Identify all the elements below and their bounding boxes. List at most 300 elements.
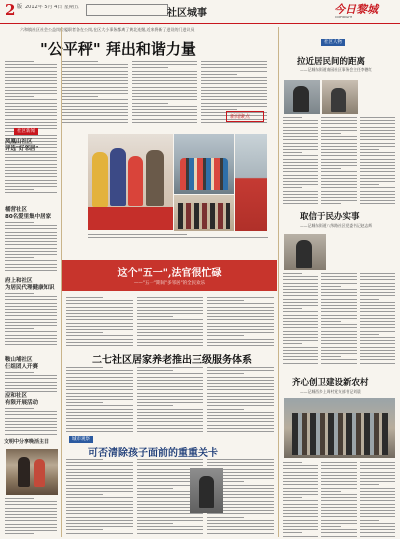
text-line [5, 173, 57, 174]
text-line [132, 112, 198, 113]
text-line [283, 117, 302, 118]
text-line [66, 345, 133, 346]
text-line [321, 123, 356, 124]
text-line [201, 99, 267, 100]
text-line [360, 529, 395, 530]
text-line [5, 424, 57, 425]
text-line [137, 462, 204, 463]
text-line [137, 459, 204, 460]
text-line [62, 96, 98, 97]
text-line [62, 99, 128, 100]
text-line [321, 315, 356, 316]
text-line [360, 523, 395, 524]
banner [62, 260, 277, 291]
text-line [283, 130, 318, 131]
text-line [321, 133, 340, 134]
text-line [360, 318, 395, 319]
text-line [5, 508, 57, 509]
text-line [207, 323, 274, 324]
left-item-3-subtitle: 为居民代理健康知识 [5, 285, 55, 291]
text-line [283, 127, 318, 128]
text-line [283, 478, 318, 479]
left-bottom-photo-figure-2 [34, 459, 45, 487]
text-line [321, 481, 356, 482]
text-line [360, 181, 395, 182]
text-line [283, 194, 318, 195]
right-photo-4-figures [292, 413, 388, 455]
text-line [5, 119, 57, 120]
text-line [5, 180, 57, 181]
text-line [66, 342, 133, 343]
text-line [283, 481, 318, 482]
text-line [283, 155, 318, 156]
text-line [321, 127, 356, 128]
text-line [207, 339, 274, 340]
text-line [137, 425, 204, 426]
text-line [201, 74, 237, 75]
text-line [5, 80, 57, 81]
text-line [5, 183, 57, 184]
text-line [132, 71, 198, 72]
banner-article-text [66, 297, 274, 349]
text-line [5, 306, 57, 307]
text-line [66, 389, 133, 390]
text-line [283, 305, 318, 306]
main-photo-person-1 [92, 152, 108, 207]
text-line [207, 393, 274, 394]
text-line [137, 513, 204, 514]
text-line [5, 225, 57, 226]
text-line [62, 67, 128, 68]
right-section-tag: 社区人物 [321, 39, 345, 46]
text-line [321, 168, 340, 169]
text-line [283, 295, 318, 296]
text-line [360, 305, 395, 306]
left-item-1-title: 凤凰山社区 [5, 139, 33, 145]
text-line [283, 497, 302, 498]
left-bottom-photo [6, 449, 58, 495]
text-line [137, 370, 174, 371]
text-line [137, 428, 204, 429]
lead-intro: 六和镇社区社会公益岗位履职者各在公岗,在区大小事务都离了黄北连继,近来将新了进设的门进议员 [20, 27, 195, 32]
text-line [137, 526, 204, 527]
left-item-2-subtitle: 80名爱里集中居家 [5, 214, 52, 220]
text-line [321, 510, 356, 511]
text-line [360, 484, 379, 485]
text-line [207, 428, 274, 429]
text-line [137, 412, 204, 413]
text-line [5, 257, 34, 258]
left-bottom-photo-figure [18, 457, 30, 487]
text-line [66, 402, 103, 403]
text-line [321, 152, 356, 153]
text-line [66, 485, 133, 486]
bottom-photo-figure [199, 476, 214, 508]
main-photo-person-2 [110, 148, 126, 206]
text-line [360, 175, 395, 176]
text-line [66, 393, 133, 394]
text-line [360, 283, 395, 284]
text-line [5, 228, 57, 229]
text-line [66, 386, 133, 387]
left-item-1-text [5, 154, 57, 196]
text-line [137, 342, 204, 343]
text-line [137, 431, 204, 432]
text-line [5, 315, 57, 316]
text-line [207, 425, 274, 426]
text-line [321, 184, 356, 185]
text-line [360, 292, 395, 293]
text-line [360, 191, 395, 192]
text-line [283, 532, 302, 533]
text-line [321, 117, 356, 118]
text-line [62, 122, 128, 123]
text-line [66, 373, 133, 374]
text-line [137, 367, 204, 368]
text-line [360, 299, 379, 300]
text-line [5, 109, 57, 110]
text-line [62, 77, 128, 78]
text-line [66, 526, 133, 527]
text-line [207, 399, 274, 400]
text-line [283, 513, 318, 514]
text-line [207, 529, 274, 530]
text-line [360, 120, 395, 121]
text-line [207, 459, 274, 460]
text-line [137, 332, 204, 333]
section-title: 社区城事 [167, 8, 207, 19]
text-line [360, 494, 395, 495]
text-line [5, 418, 57, 419]
text-line [5, 160, 57, 161]
left-item-6-title: 文明中分享晚活主日 [4, 439, 50, 445]
text-line [5, 319, 57, 320]
text-line [62, 71, 128, 72]
text-line [5, 533, 34, 534]
text-line [137, 307, 204, 308]
text-line [5, 67, 57, 68]
text-line [5, 251, 57, 252]
text-line [62, 106, 128, 107]
text-line [66, 323, 133, 324]
text-line [137, 310, 204, 311]
text-line [5, 83, 57, 84]
text-line [5, 232, 57, 233]
text-line [137, 335, 204, 336]
right-item-1-title: 拉近居民间的距离 [297, 57, 366, 67]
text-line [201, 80, 267, 81]
text-line [321, 289, 356, 290]
text-line [66, 504, 133, 505]
text-line [360, 308, 395, 309]
right-item-3-subtitle: ——记城西乡上周村党支部书记刘晨 [300, 389, 361, 394]
left-item-4-text [5, 372, 57, 394]
text-line [360, 478, 395, 479]
text-line [66, 380, 133, 381]
text-line [137, 313, 204, 314]
text-line [321, 159, 356, 160]
text-line [283, 507, 318, 508]
text-line [283, 168, 318, 169]
text-line [66, 329, 133, 330]
text-line [5, 498, 34, 499]
text-line [5, 112, 57, 113]
text-line [321, 484, 356, 485]
text-line [66, 326, 133, 327]
text-line [132, 83, 198, 84]
text-line [283, 191, 318, 192]
text-line [360, 331, 395, 332]
text-line [5, 312, 57, 313]
text-line [5, 244, 57, 245]
text-line [321, 340, 356, 341]
text-line [360, 197, 395, 198]
text-line [283, 311, 318, 312]
text-line [132, 90, 198, 91]
text-line [283, 203, 318, 204]
text-line [321, 308, 356, 309]
text-line [5, 325, 57, 326]
logo: 今日黎城 [334, 3, 378, 16]
text-line [5, 90, 57, 91]
text-line [137, 415, 204, 416]
text-line [283, 468, 318, 469]
text-line [5, 328, 34, 329]
text-line [137, 517, 204, 518]
text-line [283, 331, 318, 332]
text-line [321, 350, 356, 351]
text-line [207, 307, 274, 308]
text-line [132, 61, 198, 62]
text-line [5, 388, 57, 389]
text-line [137, 421, 204, 422]
text-line [283, 276, 318, 277]
text-line [360, 321, 395, 322]
text-line [137, 520, 204, 521]
text-line [321, 143, 356, 144]
text-line [137, 303, 204, 304]
text-line [283, 171, 318, 172]
text-line [321, 165, 356, 166]
text-line [283, 187, 302, 188]
text-line [321, 526, 340, 527]
banner-headline: 这个"五一",法官很忙碌 [117, 268, 222, 279]
text-line [62, 83, 128, 84]
text-line [66, 465, 133, 466]
text-line [137, 402, 204, 403]
text-line [360, 468, 395, 469]
text-line [360, 178, 395, 179]
text-line [132, 77, 198, 78]
text-line [62, 93, 128, 94]
text-line [283, 302, 318, 303]
text-line [283, 120, 318, 121]
text-line [5, 408, 34, 409]
text-line [283, 299, 318, 300]
text-line [5, 115, 57, 116]
text-line [62, 90, 128, 91]
text-line [66, 399, 133, 400]
text-line [360, 350, 395, 351]
text-line [66, 462, 133, 463]
text-line [360, 171, 395, 172]
text-line [137, 297, 204, 298]
text-line [207, 409, 244, 410]
text-line [360, 526, 395, 527]
text-line [321, 302, 356, 303]
text-line [321, 520, 356, 521]
text-line [66, 494, 103, 495]
text-line [5, 331, 57, 332]
text-line [66, 367, 103, 368]
text-line [321, 120, 356, 121]
text-line [360, 513, 395, 514]
second-headline: 二七社区居家养老推出三级服务体系 [92, 355, 252, 366]
text-line [360, 497, 395, 498]
text-line [207, 342, 274, 343]
text-line [283, 337, 318, 338]
text-line [137, 380, 204, 381]
text-line [207, 517, 244, 518]
main-photo-banner [88, 207, 173, 230]
text-line [5, 520, 57, 521]
text-line [283, 536, 318, 537]
text-line [207, 431, 274, 432]
text-line [360, 127, 395, 128]
text-line [66, 472, 133, 473]
right-item-3-text [283, 462, 395, 537]
text-line [360, 500, 395, 501]
text-line [66, 517, 133, 518]
text-line [321, 532, 356, 533]
text-line [66, 377, 133, 378]
text-line [5, 154, 34, 155]
right-item-2-text [283, 273, 395, 365]
date-line: 2012年 5月 4日 星期五 [25, 5, 79, 10]
right-item-2-subtitle: ——记城东街道八纬路社区党委书记赵志辉 [300, 223, 373, 228]
text-line [5, 103, 57, 104]
text-line [207, 316, 274, 317]
text-line [283, 152, 302, 153]
text-line [360, 472, 395, 473]
text-line [321, 181, 356, 182]
text-line [5, 122, 57, 123]
text-line [66, 405, 133, 406]
text-line [5, 309, 57, 310]
text-line [207, 332, 274, 333]
text-line [66, 418, 133, 419]
text-line [5, 511, 57, 512]
text-line [66, 523, 133, 524]
text-line [137, 339, 204, 340]
text-line [283, 143, 318, 144]
text-line [66, 425, 133, 426]
text-line [66, 339, 133, 340]
text-line [66, 491, 133, 492]
left-item-5-title: 应和社区 [5, 393, 28, 399]
text-line [283, 184, 318, 185]
text-line [321, 146, 356, 147]
text-line [321, 321, 340, 322]
text-line [137, 329, 204, 330]
left-item-3-text [5, 293, 57, 348]
text-line [66, 415, 133, 416]
text-line [283, 279, 318, 280]
text-line [207, 326, 274, 327]
text-line [5, 87, 57, 88]
text-line [360, 155, 395, 156]
left-item-6-text [5, 498, 57, 536]
text-line [5, 527, 57, 528]
text-line [360, 481, 395, 482]
text-line [66, 497, 133, 498]
text-line [5, 524, 57, 525]
text-line [132, 122, 198, 123]
text-line [321, 334, 356, 335]
text-line [321, 273, 356, 274]
text-line [207, 412, 274, 413]
left-item-2-text [5, 222, 57, 272]
text-line [62, 103, 128, 104]
text-line [5, 296, 57, 297]
text-line [132, 103, 168, 104]
text-line [360, 465, 395, 466]
text-line [66, 475, 133, 476]
text-line [207, 383, 274, 384]
text-line [321, 523, 356, 524]
text-line [66, 383, 133, 384]
text-line [207, 533, 274, 534]
text-line [5, 93, 57, 94]
text-line [5, 341, 57, 342]
text-line [66, 307, 133, 308]
bottom-section-tag: 城市观察 [69, 436, 93, 443]
text-line [283, 273, 302, 274]
text-line [321, 324, 356, 325]
logo-sub: COPYRIGHT [335, 15, 353, 19]
text-line [321, 468, 356, 469]
text-line [5, 378, 57, 379]
text-line [66, 469, 133, 470]
text-line [207, 415, 274, 416]
right-photo-1-figure [293, 86, 309, 112]
text-line [5, 391, 57, 392]
text-line [5, 414, 57, 415]
text-line [137, 345, 204, 346]
text-line [62, 112, 128, 113]
text-line [207, 418, 274, 419]
text-line [66, 335, 133, 336]
text-line [5, 64, 57, 65]
text-line [66, 332, 103, 333]
text-line [321, 472, 356, 473]
text-line [321, 171, 356, 172]
text-line [207, 313, 274, 314]
text-line [283, 462, 302, 463]
text-line [5, 77, 57, 78]
text-line [137, 533, 204, 534]
text-line [360, 324, 395, 325]
text-line [360, 356, 395, 357]
text-line [5, 372, 34, 373]
text-line [66, 513, 133, 514]
text-line [201, 71, 267, 72]
text-line [5, 338, 57, 339]
text-line [283, 162, 318, 163]
main-photo-person-3 [128, 156, 143, 206]
text-line [321, 507, 356, 508]
text-line [360, 475, 395, 476]
